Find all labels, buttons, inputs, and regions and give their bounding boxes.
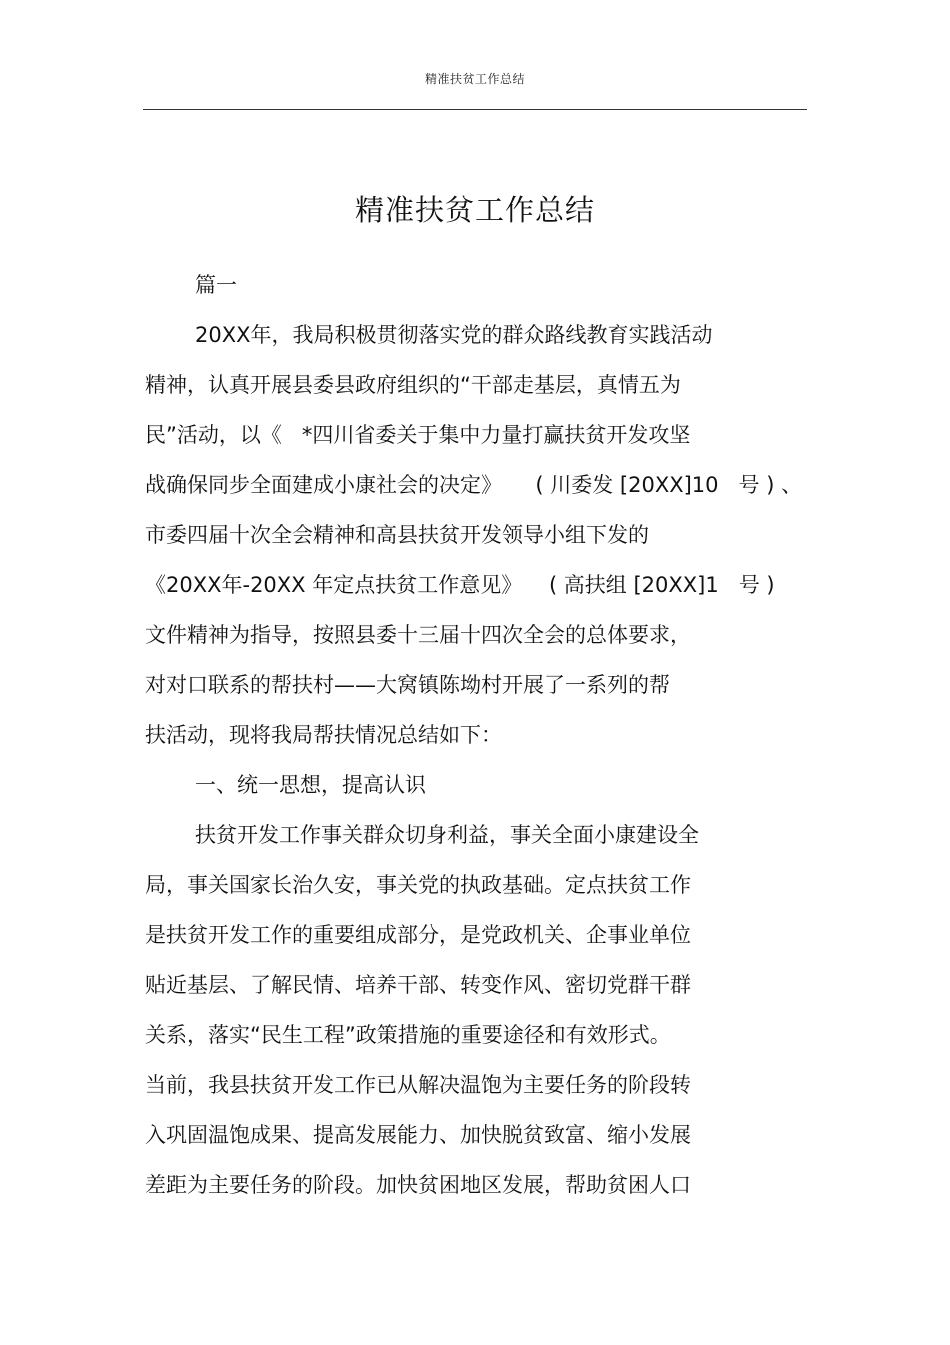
paragraph-line: 扶活动，现将我局帮扶情况总结如下： <box>145 723 502 747</box>
section-heading: 一、统一思想，提高认识 <box>195 773 426 797</box>
section-label-pian-yi: 篇一 <box>195 273 237 297</box>
paragraph-line: 对对口联系的帮扶村——大窝镇陈坳村开展了一系列的帮 <box>145 673 670 697</box>
running-header: 精准扶贫工作总结 <box>424 72 525 86</box>
paragraph-line: 扶贫开发工作事关群众切身利益，事关全面小康建设全 <box>195 823 699 847</box>
paragraph-line: 市委四届十次全会精神和高县扶贫开发领导小组下发的 <box>145 523 649 547</box>
paragraph-line: 民”活动，以《 *四川省委关于集中力量打赢扶贫开发攻坚 <box>145 423 691 447</box>
paragraph-line: 贴近基层、了解民情、培养干部、转变作风、密切党群干群 <box>145 973 691 997</box>
paragraph-line: 关系，落实“民生工程”政策措施的重要途径和有效形式。 <box>145 1023 671 1047</box>
paragraph-line: 局，事关国家长治久安，事关党的执政基础。定点扶贫工作 <box>145 873 691 897</box>
paragraph-line: 文件精神为指导，按照县委十三届十四次全会的总体要求， <box>145 623 691 647</box>
document-title: 精准扶贫工作总结 <box>354 193 595 227</box>
paragraph-line: 入巩固温饱成果、提高发展能力、加快脱贫致富、缩小发展 <box>145 1123 691 1147</box>
header-divider <box>143 109 807 110</box>
paragraph-line: 《20XX年-20XX 年定点扶贫工作意见》 ( 高扶组 [20XX]1 号 ) <box>145 573 775 597</box>
paragraph-line: 精神，认真开展县委县政府组织的“干部走基层，真情五为 <box>145 373 681 397</box>
paragraph-line: 差距为主要任务的阶段。加快贫困地区发展，帮助贫困人口 <box>145 1173 691 1197</box>
paragraph-line: 是扶贫开发工作的重要组成部分，是党政机关、企事业单位 <box>145 923 691 947</box>
paragraph-line: 20XX年，我局积极贯彻落实党的群众路线教育实践活动 <box>195 323 713 347</box>
paragraph-line: 战确保同步全面建成小康社会的决定》 ( 川委发 [20XX]10 号 ) 、 <box>145 473 803 497</box>
paragraph-line: 当前，我县扶贫开发工作已从解决温饱为主要任务的阶段转 <box>145 1073 691 1097</box>
